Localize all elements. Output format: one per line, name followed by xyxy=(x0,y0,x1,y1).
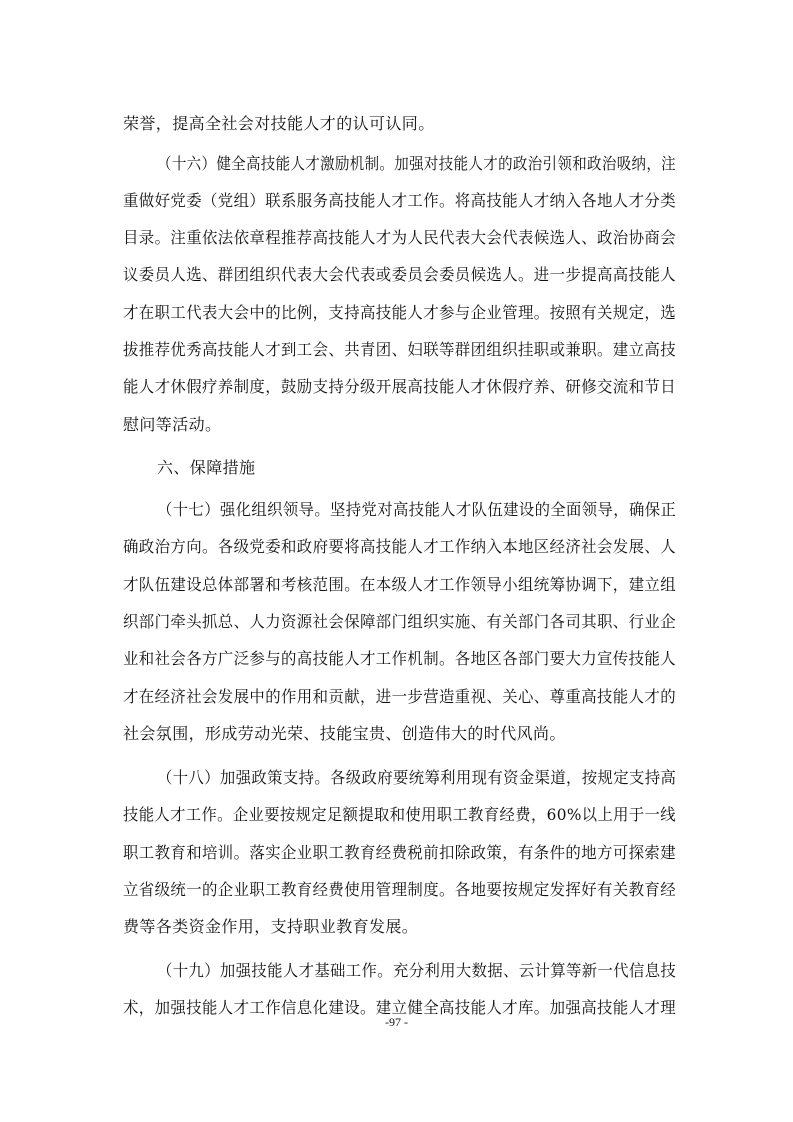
text-line: 术，加强技能人才工作信息化建设。建立健全高技能人才库。加强高技能人才理 xyxy=(123,998,677,1017)
text-line: 才队伍建设总体部署和考核范围。在本级人才工作领导小组统筹协调下，建立组 xyxy=(123,575,677,594)
paragraph-start-line: （十八）加强政策支持。各级政府要统筹利用现有资金渠道，按规定支持高 xyxy=(157,768,677,787)
paragraph-start-line: （十七）强化组织领导。坚持党对高技能人才队伍建设的全面领导，确保正 xyxy=(157,500,677,519)
text-line: 业和社会各方广泛参与的高技能人才工作机制。各地区各部门要大力宣传技能人 xyxy=(123,649,677,668)
text-line: 织部门牵头抓总、人力资源社会保障部门组织实施、有关部门各司其职、行业企 xyxy=(123,612,677,631)
text-line: 重做好党委（党组）联系服务高技能人才工作。将高技能人才纳入各地人才分类 xyxy=(123,191,677,210)
text-line: 慰问等活动。 xyxy=(123,415,222,434)
text-line: 拔推荐优秀高技能人才到工会、共青团、妇联等群团组织挂职或兼职。建立高技 xyxy=(123,340,677,359)
text-line: 职工教育和培训。落实企业职工教育经费税前扣除政策，有条件的地方可探索建 xyxy=(123,843,677,862)
text-line: 社会氛围，形成劳动光荣、技能宝贵、创造伟大的时代风尚。 xyxy=(123,724,566,743)
text-line: 确政治方向。各级党委和政府要将高技能人才工作纳入本地区经济社会发展、人 xyxy=(123,537,677,556)
paragraph-start-line: （十九）加强技能人才基础工作。充分利用大数据、云计算等新一代信息技 xyxy=(157,961,677,980)
section-heading: 六、保障措施 xyxy=(157,458,256,477)
paragraph-start-line: （十六）健全高技能人才激励机制。加强对技能人才的政治引领和政治吸纳，注 xyxy=(157,154,677,173)
text-line: 费等各类资金作用，支持职业教育发展。 xyxy=(123,917,419,936)
text-line: 能人才休假疗养制度，鼓励支持分级开展高技能人才休假疗养、研修交流和节日 xyxy=(123,377,677,396)
text-line: 才在职工代表大会中的比例，支持高技能人才参与企业管理。按照有关规定，选 xyxy=(123,303,677,322)
text-line: 荣誉，提高全社会对技能人才的认可认同。 xyxy=(123,114,435,133)
text-line: 技能人才工作。企业要按规定足额提取和使用职工教育经费，60%以上用于一线 xyxy=(123,805,676,824)
page-number: -97 - xyxy=(385,1015,408,1029)
text-line: 目录。注重依法依章程推荐高技能人才为人民代表大会代表候选人、政治协商会 xyxy=(123,228,677,247)
text-line: 议委员人选、群团组织代表大会代表或委员会委员候选人。进一步提高高技能人 xyxy=(123,265,677,284)
text-line: 立省级统一的企业职工教育经费使用管理制度。各地要按规定发挥好有关教育经 xyxy=(123,880,677,899)
text-line: 才在经济社会发展中的作用和贡献，进一步营造重视、关心、尊重高技能人才的 xyxy=(123,687,677,706)
